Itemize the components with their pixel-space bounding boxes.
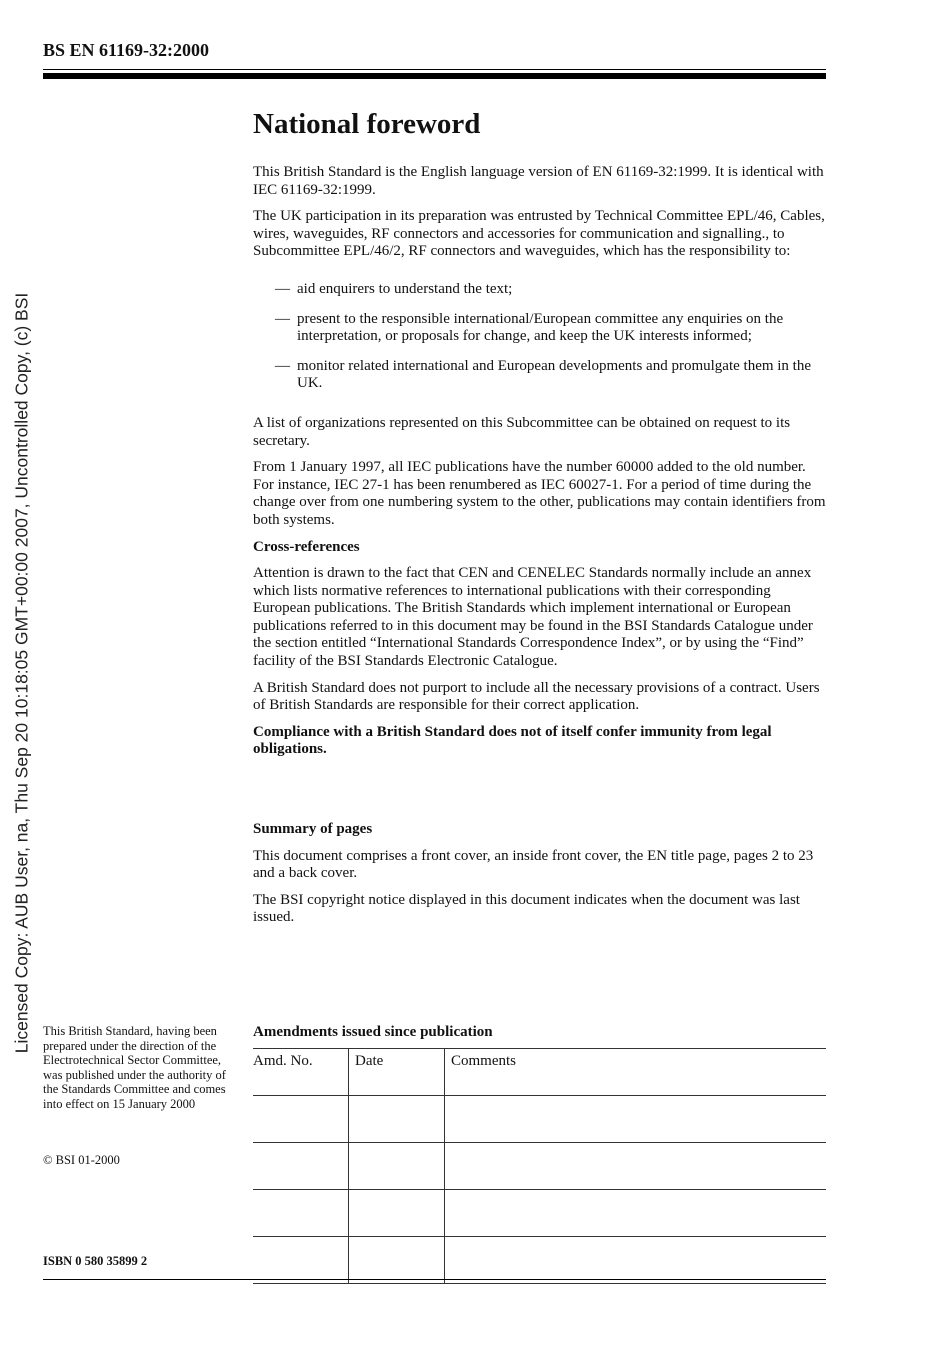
compliance-statement: Compliance with a British Standard does not of itself confer immunity from legal obligations. <box>253 723 772 758</box>
paragraph-intro: This British Standard is the English language version of EN 61169-32:1999. It is identical with IEC 61169-32:1999. <box>253 164 824 198</box>
page-title: National foreword <box>253 108 481 140</box>
header-rule-thin <box>43 69 826 70</box>
paragraph-participation: The UK participation in its preparation was entrusted by Technical Committee EPL/46, Cables, wires, waveguides, RF connectors and accessories for communication and signalling., to Subcommittee EPL/46/2, RF connectors and waveguides, which has the responsibility to: <box>253 208 825 260</box>
table-row <box>253 1096 826 1143</box>
license-watermark: Licensed Copy: AUB User, na, Thu Sep 20 10:18:05 GMT+00:00 2007, Uncontrolled Copy, (c) BSI <box>11 292 32 1054</box>
amendments-title: Amendments issued since publication <box>253 1024 493 1040</box>
responsibility-list <box>253 281 828 393</box>
cross-references-heading: Cross-references <box>253 538 360 555</box>
dash-bullet: — <box>275 310 290 327</box>
column-header-comments: Comments <box>445 1049 827 1096</box>
isbn: ISBN 0 580 35899 2 <box>43 1254 148 1268</box>
national-foreword <box>253 106 828 936</box>
list-item: — monitor related international and European developments and promulgate them in the UK. <box>275 357 812 392</box>
column-header-amd-no: Amd. No. <box>253 1049 349 1096</box>
footer-rule <box>43 1279 826 1280</box>
header-rule-thick <box>43 73 826 79</box>
dash-bullet: — <box>275 357 290 374</box>
table-row <box>253 1190 826 1237</box>
list-item: — present to the responsible international/European committee any enquiries on the interpretation, or proposals for change, and keep the UK interests informed; <box>275 310 784 345</box>
table-row <box>253 1143 826 1190</box>
table-row <box>253 1237 826 1284</box>
paragraph-provisions: A British Standard does not purport to include all the necessary provisions of a contract. Users of British Standards are responsible for their correct application. <box>253 679 820 714</box>
amendments-table <box>253 1048 826 1284</box>
list-item: — aid enquirers to understand the text; <box>275 280 513 297</box>
summary-heading: Summary of pages <box>253 821 373 838</box>
copyright-line: © BSI 01-2000 <box>43 1153 120 1167</box>
column-header-date: Date <box>349 1049 445 1096</box>
publication-note: This British Standard, having been prepared under the direction of the Electrotechnical Sector Committee, was published under the authority of the Standards Committee and comes into effect on 15 January 2000 <box>43 1024 226 1111</box>
paragraph-summary: This document comprises a front cover, an inside front cover, the EN title page, pages 2 to 23 and a back cover. <box>253 847 814 882</box>
paragraph-copyright-notice: The BSI copyright notice displayed in this document indicates when the document was last issued. <box>253 891 800 926</box>
dash-bullet: — <box>275 280 290 297</box>
document-id: BS EN 61169-32:2000 <box>43 40 210 60</box>
paragraph-cross-references: Attention is drawn to the fact that CEN and CENELEC Standards normally include an annex which lists normative references to international publications with their corresponding European publications. The British Standards which implement international or European publications referred to in this document may be found in the BSI Standards Catalogue under the section entitled “International Standards Correspondence Index”, or by using the “Find” facility of the BSI Standards Electronic Catalogue. <box>253 565 813 670</box>
paragraph-organizations: A list of organizations represented on this Subcommittee can be obtained on request to its secretary. <box>253 414 791 449</box>
table-header-row <box>253 1049 826 1096</box>
paragraph-numbering: From 1 January 1997, all IEC publications have the number 60000 added to the old number. For instance, IEC 27-1 has been renumbered as IEC 60027-1. For a period of time during the change over from one numbering system to the other, publications may contain identifiers from both systems. <box>253 459 826 528</box>
